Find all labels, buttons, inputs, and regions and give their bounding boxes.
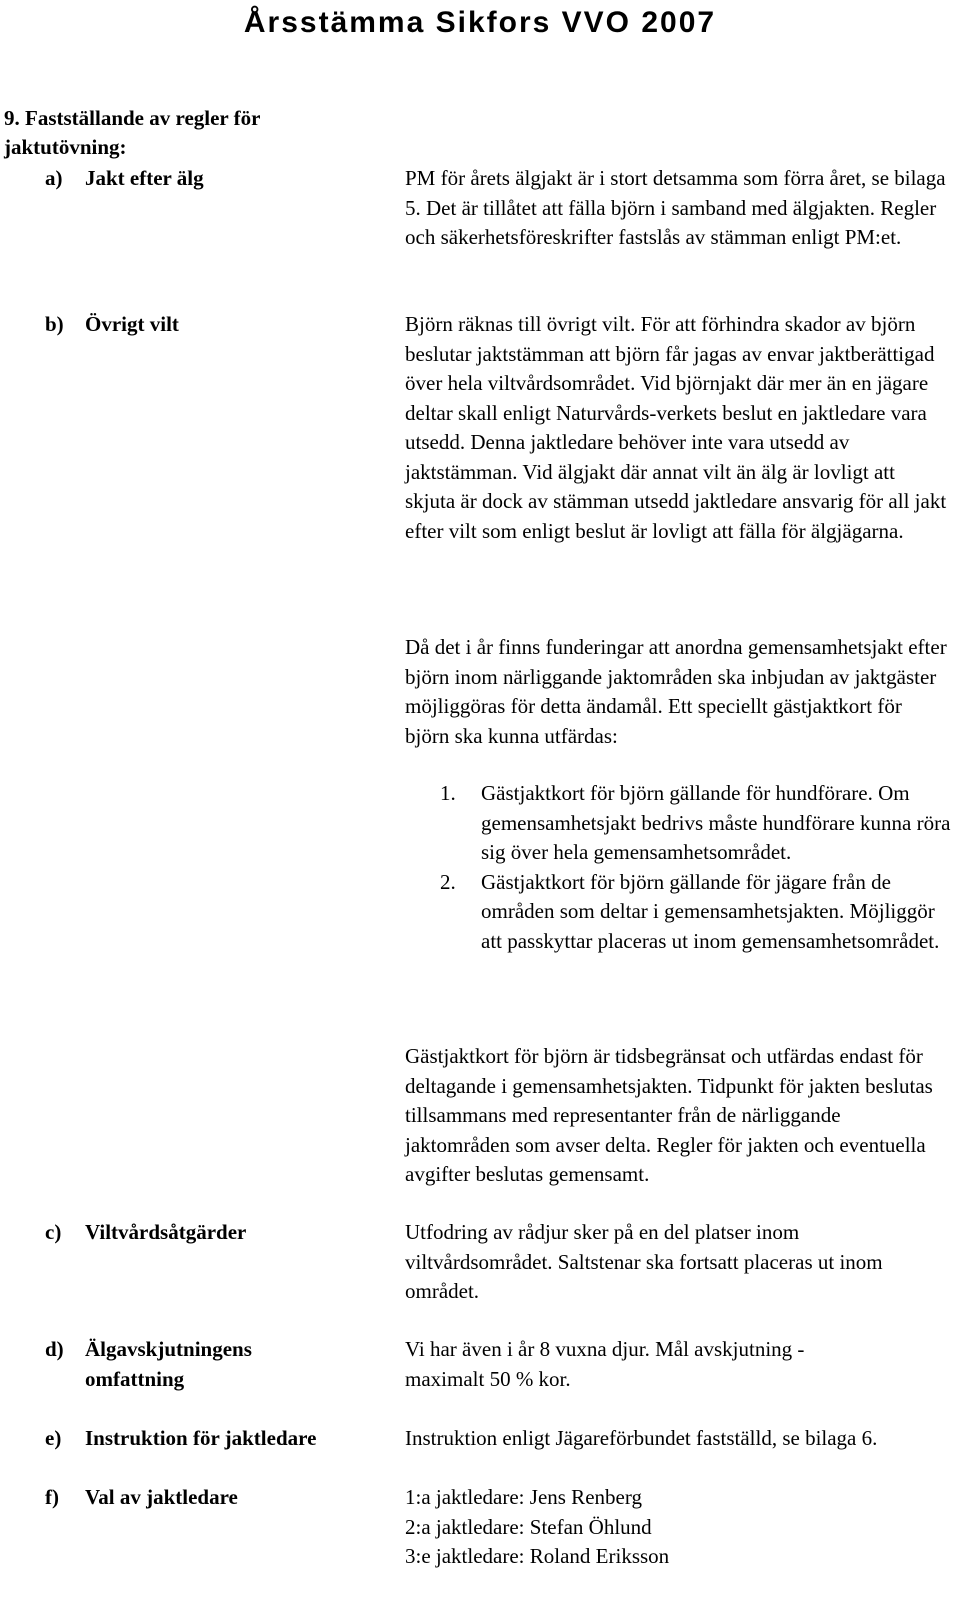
document-title: Årsstämma Sikfors VVO 2007 <box>243 6 717 39</box>
leader-item: 3:e jaktledare: Roland Eriksson <box>405 1544 670 1568</box>
list-item <box>440 868 960 957</box>
item-f-label-text: Val av jaktledare <box>85 1485 238 1509</box>
item-b-marker: b) <box>45 312 64 336</box>
list-item-text: Gästjaktkort för björn gällande för jägare från de områden som deltar i gemensamhetsjakten. Möjliggör att passkyttar placeras ut inom gemensamhetsområdet. <box>481 869 940 953</box>
item-b-label-text: Övrigt vilt <box>85 312 179 336</box>
list-item-number: 1. <box>440 781 456 805</box>
section-heading: 9. Fastställande av regler för jaktutövning: <box>4 106 261 159</box>
list-item-text: Gästjaktkort för björn gällande för hundförare. Om gemensamhetsjakt bedrivs måste hundförare kunna röra sig över hela gemensamhetsområdet. <box>481 781 951 864</box>
item-e-label-text: Instruktion för jaktledare <box>85 1426 317 1450</box>
item-e-text: Instruktion enligt Jägareförbundet fastställd, se bilaga 6. <box>405 1426 878 1450</box>
item-c-marker: c) <box>45 1220 62 1244</box>
item-b-text-3: Gästjaktkort för björn är tidsbegränsat och utfärdas endast för deltagande i gemensamhetsjakten. Tidpunkt för jakten beslutas tillsammans med representanter från de närliggande jaktområden som avser delta. Regler för jakten och eventuella avgifter beslutas gemensamt. <box>405 1044 933 1186</box>
item-f-marker: f) <box>45 1485 59 1509</box>
item-a-label <box>45 164 204 194</box>
item-b-text-2: Då det i år finns funderingar att anordna gemensamhetsjakt efter björn inom närliggande jaktområden ska inbjudan av jaktgäster möjliggöras för detta ändamål. Ett speciellt gästjaktkort för björn ska kunna utfärdas: <box>405 635 947 748</box>
leader-item: 1:a jaktledare: Jens Renberg <box>405 1485 642 1509</box>
item-d-label-text: Älgavskjutningens omfattning <box>85 1337 252 1391</box>
item-a-marker: a) <box>45 166 63 190</box>
leader-item: 2:a jaktledare: Stefan Öhlund <box>405 1514 652 1539</box>
item-c-label <box>45 1218 246 1248</box>
item-d-marker: d) <box>45 1337 64 1361</box>
leader-list <box>405 1483 805 1572</box>
list-item-number: 2. <box>440 869 456 894</box>
item-d-label <box>45 1335 315 1394</box>
item-b-text: Björn räknas till övrigt vilt. För att förhindra skador av björn beslutar jaktstämman att björn får jagas av envar jaktberättigad över hela viltvårdsområdet. Vid björnjakt där mer än en jägare deltar skall enligt Naturvårds-verkets beslut en jaktledare vara utsedd. Denna jaktledare behöver inte vara utsedd av jaktstämman. Vid älgjakt där annat vilt än älg är lovligt att skjuta är dock av stämman utsedd jaktledare ansvarig för all jakt efter vilt som enligt beslut är lovligt att fälla för älgjägarna. <box>405 312 947 543</box>
item-e-marker: e) <box>45 1426 62 1450</box>
item-d-text: Vi har även i år 8 vuxna djur. Mål avskjutning - maximalt 50 % kor. <box>405 1337 805 1391</box>
item-e-label <box>45 1424 316 1454</box>
item-a-text: PM för årets älgjakt är i stort detsamma som förra året, se bilaga 5. Det är tillåtet att fälla björn i samband med älgjakten. Regler och säkerhetsföreskrifter fastslås av stämman enligt PM:et. <box>405 166 946 249</box>
item-b-label <box>45 310 179 340</box>
list-item <box>440 779 960 868</box>
item-c-text: Utfodring av rådjur sker på en del platser inom viltvårdsområdet. Saltstenar ska fortsatt placeras ut inom området. <box>405 1220 883 1303</box>
item-a-label-text: Jakt efter älg <box>85 166 204 190</box>
guest-card-list <box>440 779 960 956</box>
item-f-label <box>45 1483 238 1513</box>
item-c-label-text: Viltvårdsåtgärder <box>85 1220 247 1244</box>
